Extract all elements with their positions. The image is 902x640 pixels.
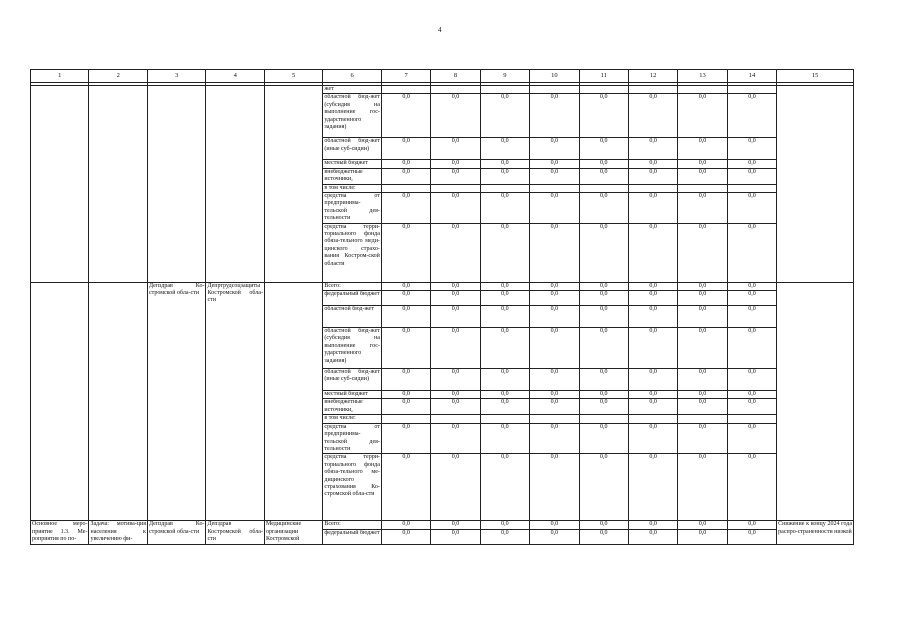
value-cell: 0,0 <box>381 391 430 399</box>
value-cell: 0,0 <box>381 138 430 160</box>
funding-source-cell: жет <box>323 86 381 94</box>
value-cell: 0,0 <box>431 369 480 391</box>
value-cell: 0,0 <box>579 529 628 544</box>
value-cell: 0,0 <box>628 291 677 306</box>
value-cell: 0,0 <box>678 193 727 224</box>
value-cell: 0,0 <box>381 306 430 328</box>
value-cell: 0,0 <box>480 306 529 328</box>
value-cell <box>678 184 727 192</box>
value-cell <box>678 86 727 94</box>
value-cell: 0,0 <box>628 160 677 168</box>
value-cell: 0,0 <box>381 521 430 529</box>
participants-cell: Медицинские организации Костромской <box>264 521 322 544</box>
value-cell: 0,0 <box>381 399 430 415</box>
value-cell: 0,0 <box>530 291 579 306</box>
value-cell <box>480 184 529 192</box>
value-cell <box>530 415 579 423</box>
value-cell: 0,0 <box>579 391 628 399</box>
column-header: 2 <box>89 70 147 83</box>
value-cell <box>381 184 430 192</box>
funding-source-cell: местный бюджет <box>323 391 381 399</box>
col1-cell <box>31 282 89 521</box>
value-cell: 0,0 <box>628 369 677 391</box>
value-cell <box>579 86 628 94</box>
value-cell: 0,0 <box>678 282 727 290</box>
funding-source-cell: средства терри-ториального фонда обяза-тельного ме-дицинского страхования Ко-стромской обла-сти <box>323 454 381 521</box>
value-cell: 0,0 <box>579 282 628 290</box>
value-cell: 0,0 <box>381 282 430 290</box>
value-cell: 0,0 <box>530 454 579 521</box>
value-cell: 0,0 <box>678 423 727 454</box>
value-cell: 0,0 <box>727 160 776 168</box>
value-cell: 0,0 <box>678 328 727 369</box>
table-row <box>31 521 854 529</box>
value-cell: 0,0 <box>381 423 430 454</box>
col15-cell <box>777 86 854 283</box>
value-cell: 0,0 <box>628 193 677 224</box>
funding-source-cell: федеральный бюджет <box>323 529 381 544</box>
col1-cell <box>31 86 89 283</box>
value-cell: 0,0 <box>530 391 579 399</box>
column-header: 13 <box>678 70 727 83</box>
funding-source-cell: областной бюд-жет (субсидия на выполнение гос-ударственного задания) <box>323 94 381 138</box>
funding-source-cell: областной бюд-жет (иные суб-сидии) <box>323 369 381 391</box>
value-cell <box>727 415 776 423</box>
funding-source-cell: областной бюд-жет <box>323 306 381 328</box>
executor-cell: Депздрав Ко-стромской обла-сти <box>147 521 205 544</box>
header-row <box>31 70 854 83</box>
value-cell: 0,0 <box>727 291 776 306</box>
funding-source-cell: средства терри-ториального фонда обяза-тельного меди-цинского страхо-вания Костром-ской области <box>323 223 381 282</box>
funding-source-cell: в том числе: <box>323 184 381 192</box>
value-cell: 0,0 <box>579 521 628 529</box>
value-cell: 0,0 <box>678 369 727 391</box>
value-cell: 0,0 <box>678 160 727 168</box>
value-cell: 0,0 <box>480 291 529 306</box>
value-cell: 0,0 <box>480 223 529 282</box>
funding-source-cell: средства от предпринима-тельской дея-тельности <box>324 423 380 452</box>
funding-source-cell: федеральный бюджет <box>323 291 381 306</box>
value-cell: 0,0 <box>530 160 579 168</box>
value-cell: 0,0 <box>579 168 628 184</box>
column-header: 11 <box>579 70 628 83</box>
value-cell: 0,0 <box>579 193 628 224</box>
value-cell: 0,0 <box>727 369 776 391</box>
value-cell: 0,0 <box>579 223 628 282</box>
value-cell: 0,0 <box>431 306 480 328</box>
value-cell: 0,0 <box>727 193 776 224</box>
value-cell: 0,0 <box>727 94 776 138</box>
value-cell: 0,0 <box>480 399 529 415</box>
co-executor-cell: Депздрав Костромской обла-сти <box>206 521 264 544</box>
value-cell: 0,0 <box>431 454 480 521</box>
value-cell: 0,0 <box>579 160 628 168</box>
col3-cell <box>147 86 205 283</box>
value-cell: 0,0 <box>678 521 727 529</box>
value-cell <box>530 184 579 192</box>
value-cell: 0,0 <box>628 306 677 328</box>
value-cell: 0,0 <box>381 529 430 544</box>
value-cell: 0,0 <box>727 454 776 521</box>
value-cell: 0,0 <box>678 291 727 306</box>
task-cell: Задача: мотива-ция населения к увеличению фи- <box>89 521 147 544</box>
value-cell: 0,0 <box>579 328 628 369</box>
funding-source-cell: внебюджетные источники, <box>323 399 381 415</box>
value-cell: 0,0 <box>530 282 579 290</box>
value-cell: 0,0 <box>431 138 480 160</box>
value-cell: 0,0 <box>579 399 628 415</box>
measure-name-cell: Основное меро-приятие 1.3. Ме-роприятия по по- <box>31 521 89 544</box>
value-cell: 0,0 <box>530 138 579 160</box>
value-cell: 0,0 <box>530 306 579 328</box>
expected-result-cell: Снижение к концу 2024 года распро-страненности низкой <box>777 521 854 544</box>
value-cell: 0,0 <box>628 423 677 454</box>
column-header: 5 <box>264 70 322 83</box>
column-header: 9 <box>480 70 529 83</box>
value-cell: 0,0 <box>727 138 776 160</box>
value-cell: 0,0 <box>381 328 430 369</box>
value-cell: 0,0 <box>530 369 579 391</box>
value-cell: 0,0 <box>628 399 677 415</box>
page-number: 4 <box>438 26 442 34</box>
value-cell: 0,0 <box>480 193 529 224</box>
value-cell: 0,0 <box>480 391 529 399</box>
value-cell: 0,0 <box>431 282 480 290</box>
budget-table-sheet <box>30 69 854 591</box>
value-cell: 0,0 <box>431 391 480 399</box>
value-cell: 0,0 <box>431 193 480 224</box>
value-cell: 0,0 <box>678 391 727 399</box>
value-cell: 0,0 <box>530 193 579 224</box>
value-cell: 0,0 <box>530 521 579 529</box>
column-header: 7 <box>381 70 430 83</box>
funding-source-cell: местный бюджет <box>323 160 381 168</box>
value-cell: 0,0 <box>628 529 677 544</box>
value-cell <box>727 86 776 94</box>
value-cell: 0,0 <box>381 94 430 138</box>
value-cell: 0,0 <box>628 454 677 521</box>
funding-source-cell: областной бюд-жет (иные суб-сидии) <box>323 138 381 160</box>
value-cell: 0,0 <box>579 369 628 391</box>
value-cell: 0,0 <box>381 291 430 306</box>
value-cell: 0,0 <box>480 282 529 290</box>
value-cell: 0,0 <box>727 168 776 184</box>
value-cell: 0,0 <box>727 399 776 415</box>
value-cell: 0,0 <box>530 328 579 369</box>
value-cell <box>727 184 776 192</box>
value-cell: 0,0 <box>678 306 727 328</box>
col5-cell <box>264 86 322 283</box>
value-cell: 0,0 <box>480 529 529 544</box>
value-cell: 0,0 <box>480 160 529 168</box>
value-cell: 0,0 <box>678 168 727 184</box>
value-cell: 0,0 <box>431 399 480 415</box>
value-cell: 0,0 <box>628 94 677 138</box>
column-header: 4 <box>206 70 264 83</box>
value-cell <box>628 86 677 94</box>
column-header: 8 <box>431 70 480 83</box>
value-cell <box>431 415 480 423</box>
value-cell: 0,0 <box>431 328 480 369</box>
value-cell: 0,0 <box>431 94 480 138</box>
value-cell: 0,0 <box>431 291 480 306</box>
value-cell: 0,0 <box>480 138 529 160</box>
value-cell: 0,0 <box>579 454 628 521</box>
value-cell <box>530 86 579 94</box>
value-cell: 0,0 <box>678 399 727 415</box>
value-cell: 0,0 <box>579 138 628 160</box>
value-cell <box>431 86 480 94</box>
funding-source-cell: в том числе: <box>323 415 381 423</box>
column-header: 1 <box>31 70 89 83</box>
value-cell: 0,0 <box>480 423 529 454</box>
value-cell: 0,0 <box>628 521 677 529</box>
value-cell: 0,0 <box>579 94 628 138</box>
value-cell: 0,0 <box>530 529 579 544</box>
value-cell: 0,0 <box>431 168 480 184</box>
value-cell: 0,0 <box>480 328 529 369</box>
value-cell: 0,0 <box>579 423 628 454</box>
column-header: 10 <box>530 70 579 83</box>
col15-cell <box>777 282 854 521</box>
value-cell <box>381 86 430 94</box>
value-cell: 0,0 <box>678 529 727 544</box>
value-cell: 0,0 <box>381 369 430 391</box>
value-cell: 0,0 <box>628 138 677 160</box>
value-cell: 0,0 <box>628 223 677 282</box>
value-cell <box>579 415 628 423</box>
value-cell: 0,0 <box>431 521 480 529</box>
funding-source-cell: внебюджетные источники, <box>323 168 381 184</box>
value-cell <box>628 184 677 192</box>
col2-cell <box>89 282 147 521</box>
table-row <box>31 86 854 94</box>
value-cell: 0,0 <box>727 423 776 454</box>
value-cell: 0,0 <box>727 328 776 369</box>
col5-cell <box>264 282 322 521</box>
value-cell <box>381 415 430 423</box>
col2-cell <box>89 86 147 283</box>
funding-source-cell: средства от предпринима-тельской дея-тельности <box>324 193 380 222</box>
value-cell: 0,0 <box>678 223 727 282</box>
value-cell: 0,0 <box>431 529 480 544</box>
value-cell: 0,0 <box>530 168 579 184</box>
column-header: 12 <box>628 70 677 83</box>
funding-source-cell: областной бюд-жет (субсидия на выполнение гос-ударственного задания) <box>323 328 381 369</box>
value-cell: 0,0 <box>480 454 529 521</box>
value-cell <box>480 415 529 423</box>
value-cell: 0,0 <box>431 423 480 454</box>
value-cell: 0,0 <box>628 282 677 290</box>
value-cell: 0,0 <box>579 306 628 328</box>
value-cell: 0,0 <box>628 391 677 399</box>
column-header: 6 <box>323 70 381 83</box>
value-cell <box>678 415 727 423</box>
value-cell: 0,0 <box>480 369 529 391</box>
value-cell: 0,0 <box>678 138 727 160</box>
value-cell: 0,0 <box>431 160 480 168</box>
value-cell: 0,0 <box>530 94 579 138</box>
value-cell: 0,0 <box>530 423 579 454</box>
col4-cell <box>206 86 264 283</box>
value-cell: 0,0 <box>480 94 529 138</box>
value-cell: 0,0 <box>381 193 430 224</box>
co-executor-cell: Депртрудсоцзащиты Костромской обла-сти <box>206 282 264 521</box>
executor-cell: Депздрав Ко-стромской обла-сти <box>147 282 205 521</box>
column-header: 14 <box>727 70 776 83</box>
table-row <box>31 282 854 290</box>
value-cell: 0,0 <box>480 168 529 184</box>
value-cell: 0,0 <box>381 223 430 282</box>
value-cell: 0,0 <box>381 454 430 521</box>
value-cell: 0,0 <box>579 291 628 306</box>
value-cell: 0,0 <box>727 521 776 529</box>
funding-source-cell: Всего: <box>323 521 381 529</box>
value-cell: 0,0 <box>628 328 677 369</box>
value-cell: 0,0 <box>431 223 480 282</box>
value-cell: 0,0 <box>727 391 776 399</box>
value-cell: 0,0 <box>678 454 727 521</box>
funding-source-cell: Всего: <box>323 282 381 290</box>
value-cell <box>579 184 628 192</box>
value-cell <box>431 184 480 192</box>
value-cell: 0,0 <box>381 168 430 184</box>
value-cell: 0,0 <box>727 223 776 282</box>
column-header: 3 <box>147 70 205 83</box>
value-cell: 0,0 <box>727 282 776 290</box>
value-cell: 0,0 <box>628 168 677 184</box>
value-cell: 0,0 <box>530 399 579 415</box>
column-header: 15 <box>777 70 854 83</box>
value-cell: 0,0 <box>727 529 776 544</box>
value-cell: 0,0 <box>727 306 776 328</box>
budget-table <box>30 69 854 545</box>
value-cell: 0,0 <box>530 223 579 282</box>
value-cell <box>628 415 677 423</box>
value-cell <box>480 86 529 94</box>
value-cell: 0,0 <box>381 160 430 168</box>
value-cell: 0,0 <box>480 521 529 529</box>
value-cell: 0,0 <box>678 94 727 138</box>
